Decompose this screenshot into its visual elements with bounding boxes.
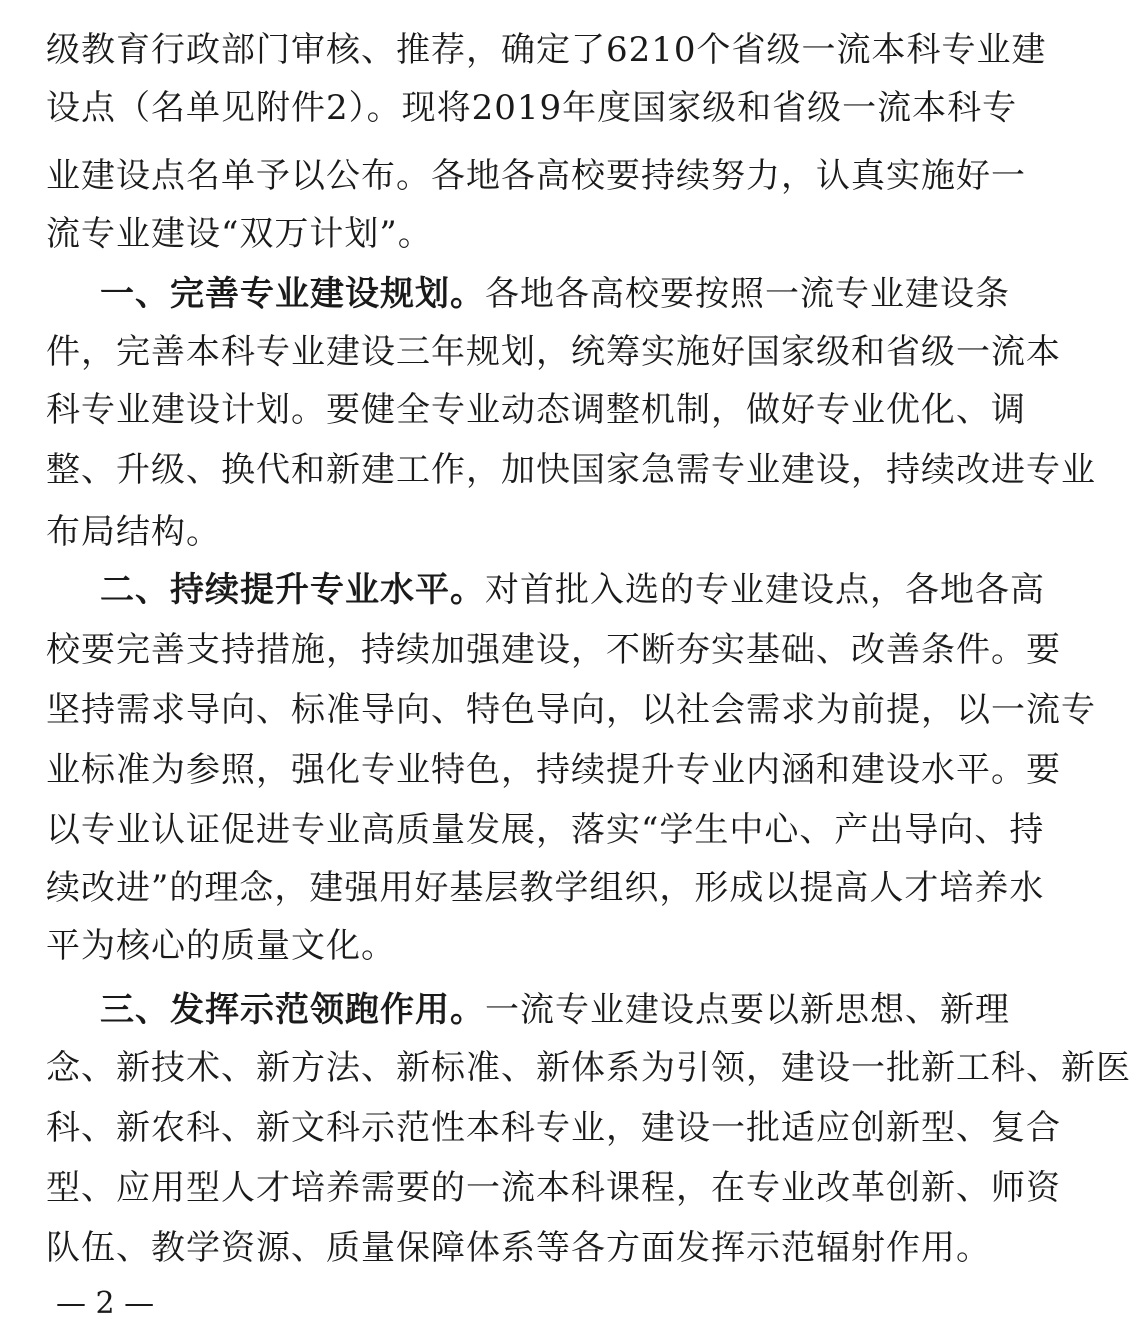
text-line: 流专业建设“双万计划”。 — [46, 214, 433, 254]
text-line: 整、升级、换代和新建工作，加快国家急需专业建设，持续改进专业 — [46, 450, 1096, 490]
section-2-heading: 二、持续提升专业水平。 — [100, 570, 485, 610]
text-line: 念、新技术、新方法、新标准、新体系为引领，建设一批新工科、新医 — [46, 1048, 1131, 1088]
text-line: 校要完善支持措施，持续加强建设，不断夯实基础、改善条件。要 — [46, 630, 1061, 670]
text-line: 业建设点名单予以公布。各地各高校要持续努力，认真实施好一 — [46, 156, 1026, 196]
text-line: 以专业认证促进专业高质量发展，落实“学生中心、产出导向、持 — [46, 810, 1045, 850]
section-1-heading: 一、完善专业建设规划。 — [100, 274, 485, 314]
text-line: 科、新农科、新文科示范性本科专业，建设一批适应创新型、复合 — [46, 1108, 1061, 1148]
section-1-first-line — [100, 264, 1010, 324]
section-3-heading: 三、发挥示范领跑作用。 — [100, 990, 485, 1030]
text-line: 科专业建设计划。要健全专业动态调整机制，做好专业优化、调 — [46, 390, 1026, 430]
text-line: 队伍、教学资源、质量保障体系等各方面发挥示范辐射作用。 — [46, 1228, 991, 1268]
text-line: 级教育行政部门审核、推荐，确定了6210个省级一流本科专业建 — [46, 30, 1047, 70]
section-3-first-line — [100, 980, 1010, 1040]
section-1-first-line-text: 各地各高校要按照一流专业建设条 — [485, 274, 1010, 314]
text-line: 平为核心的质量文化。 — [46, 926, 396, 966]
text-line: 续改进”的理念，建强用好基层教学组织，形成以提高人才培养水 — [46, 868, 1045, 908]
text-line: 设点（名单见附件2）。现将2019年度国家级和省级一流本科专 — [46, 88, 1018, 128]
page-number: — 2 — — [56, 1286, 155, 1321]
section-2-first-line-text: 对首批入选的专业建设点，各地各高 — [485, 570, 1045, 610]
text-line: 坚持需求导向、标准导向、特色导向，以社会需求为前提，以一流专 — [46, 690, 1096, 730]
text-line: 布局结构。 — [46, 512, 221, 552]
section-3-first-line-text: 一流专业建设点要以新思想、新理 — [485, 990, 1010, 1030]
section-2-first-line — [100, 560, 1045, 620]
text-line: 件，完善本科专业建设三年规划，统筹实施好国家级和省级一流本 — [46, 332, 1061, 372]
text-line: 业标准为参照，强化专业特色，持续提升专业内涵和建设水平。要 — [46, 750, 1061, 790]
text-line: 型、应用型人才培养需要的一流本科课程，在专业改革创新、师资 — [46, 1168, 1061, 1208]
